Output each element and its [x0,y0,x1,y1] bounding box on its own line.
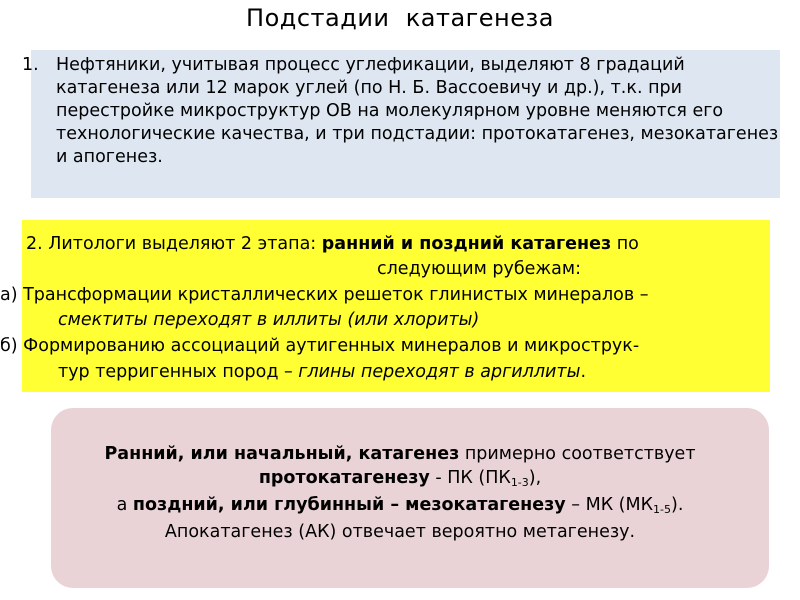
boundaries-line: следующим рубежам: [377,259,581,279]
lithologists-po: по [611,234,639,254]
protocatagenesis-term: протокатагенезу [258,468,430,488]
list-number: 1. [22,55,39,75]
early-catagenesis-term: Ранний, или начальный, катагенез [104,444,460,464]
lithologists-stages: ранний и поздний катагенез [321,234,612,254]
item-b-text: тур терригенных пород – [58,362,299,382]
apocatagenesis-line: Апокатагенез (АК) отвечает вероятно метагенезу. [164,522,636,542]
lithologists-intro: 2. Литологи выделяют 2 этапа: [26,234,322,254]
protocatagenesis-line [0,466,800,495]
item-b-period: . [580,362,587,382]
late-catagenesis-end: ). [671,495,684,515]
lithologists-line [26,232,639,256]
pk-subscript: 1-3 [510,476,529,489]
item-a-line2: смектиты переходят в иллиты (или хлориты) [58,310,480,330]
mk-subscript: 1-5 [653,503,671,516]
late-catagenesis-term: поздний, или глубинный – мезокатагенезу [132,495,566,515]
late-catagenesis-line [0,493,800,522]
late-catagenesis-rest: – МК (МК [565,495,654,515]
item-b-line2 [58,360,586,384]
item-b-line1: б) Формированию ассоциаций аутигенных минералов и микрострук- [0,336,640,356]
item-b-italic: глины переходят в аргиллиты [298,362,581,382]
late-catagenesis-a: а [116,495,133,515]
early-catagenesis-rest: примерно соответствует [459,444,696,464]
item-a-line1: а) Трансформации кристаллических решеток глинистых минералов – [0,285,649,305]
list-item-oil-geologists [22,54,782,169]
list-item-text: Нефтяники, учитывая процесс углефикации, выделяют 8 градаций катагенеза или 12 марок углей (по Н. Б. Вассоевичу и др.), т.к. при перестройке микроструктур ОВ на молекулярном уровне меняются его технологические качества, и три подстадии: протокатагенез, мезокатагенез и апогенез. [56,55,779,167]
protocatagenesis-end: ), [528,468,542,488]
early-catagenesis-line [0,442,800,466]
protocatagenesis-rest: - ПК (ПК [429,468,511,488]
slide-title: Подстадии катагенеза [246,4,554,32]
